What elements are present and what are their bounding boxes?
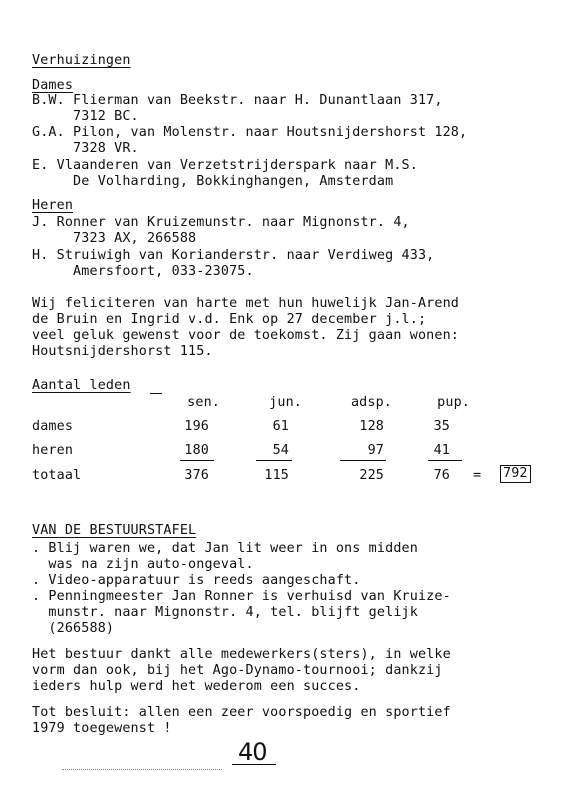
move-entry-line: 7312 BC. <box>32 109 139 124</box>
column-header: jun. <box>269 395 302 410</box>
table-cell: 41 <box>433 443 450 458</box>
closing-text-line: Tot besluit: allen een zeer voorspoedig en sportief <box>32 705 451 720</box>
thanks-text-line: Het bestuur dankt alle medewerkers(sters), in welke <box>32 647 451 662</box>
column-header: sen. <box>187 395 220 410</box>
subheading-heren: Heren <box>32 198 74 213</box>
move-entry-line: Amersfoort, 033-23075. <box>32 264 254 279</box>
page-number: 40 <box>238 738 267 766</box>
move-entry-line: H. Struiwigh van Korianderstr. naar Verdiweg 433, <box>32 248 435 263</box>
row-label: heren <box>32 443 74 458</box>
table-cell: 115 <box>264 468 289 483</box>
table-cell: 54 <box>272 443 289 458</box>
grand-total-box: 792 <box>500 465 531 483</box>
board-bullet-line: . Blij waren we, dat Jan lit weer in ons midden <box>32 541 418 556</box>
table-cell: 76 <box>433 468 450 483</box>
move-entry-line: B.W. Flierman van Beekstr. naar H. Dunantlaan 317, <box>32 93 443 108</box>
page-number-underline <box>232 764 276 765</box>
board-bullet-line: was na zijn auto-ongeval. <box>32 557 254 572</box>
wedding-text-line: veel geluk gewenst voor de toekomst. Zij gaan wonen: <box>32 328 460 343</box>
move-entry-line: De Volharding, Bokkinghangen, Amsterdam <box>32 174 394 189</box>
move-entry-line: J. Ronner van Kruizemunstr. naar Mignonstr. 4, <box>32 215 410 230</box>
table-cell: 97 <box>367 443 384 458</box>
move-entry-line: E. Vlaanderen van Verzetstrijderspark naar M.S. <box>32 158 418 173</box>
board-bullet-line: . Penningmeester Jan Ronner is verhuisd van Kruize- <box>32 589 451 604</box>
move-entry-line: G.A. Pilon, van Molenstr. naar Houtsnijdershorst 128, <box>32 125 468 140</box>
sum-underline <box>256 460 292 461</box>
sum-underline <box>428 460 462 461</box>
wedding-text-line: de Bruin en Ingrid v.d. Enk op 27 december j.l.; <box>32 312 427 327</box>
closing-text-line: 1979 toegewenst ! <box>32 721 172 736</box>
title-underline-extension <box>150 393 162 394</box>
sum-underline <box>180 460 214 461</box>
table-cell: 61 <box>272 419 289 434</box>
subheading-dames: Dames <box>32 78 74 93</box>
table-cell: 128 <box>359 419 384 434</box>
board-bullet-line: (266588) <box>32 621 115 636</box>
column-header: adsp. <box>350 395 392 410</box>
row-label: totaal <box>32 468 82 483</box>
move-entry-line: 7328 VR. <box>32 141 139 156</box>
move-entry-line: 7323 AX, 266588 <box>32 231 197 246</box>
wedding-text-line: Houtsnijdershorst 115. <box>32 344 213 359</box>
board-bullet-line: munstr. naar Mignonstr. 4, tel. blijft gelijk <box>32 605 418 620</box>
row-label: dames <box>32 419 74 434</box>
sum-underline <box>340 460 386 461</box>
equals-sign: = <box>473 468 482 483</box>
footer-dotted-rule <box>62 769 222 770</box>
table-cell: 376 <box>184 468 209 483</box>
board-bullet-line: . Video-apparatuur is reeds aangeschaft. <box>32 573 361 588</box>
table-cell: 196 <box>184 419 209 434</box>
section-title-board: VAN DE BESTUURSTAFEL <box>32 523 197 538</box>
wedding-text-line: Wij feliciteren van harte met hun huwelijk Jan-Arend <box>32 296 460 311</box>
column-header: pup. <box>437 395 470 410</box>
table-cell: 180 <box>184 443 209 458</box>
thanks-text-line: vorm dan ook, bij het Ago-Dynamo-tournooi; dankzij <box>32 663 443 678</box>
table-cell: 35 <box>433 419 450 434</box>
members-title: Aantal leden <box>32 378 131 393</box>
table-cell: 225 <box>359 468 384 483</box>
section-title-moves: Verhuizingen <box>32 53 131 68</box>
thanks-text-line: ieders hulp werd het wederom een succes. <box>32 679 361 694</box>
